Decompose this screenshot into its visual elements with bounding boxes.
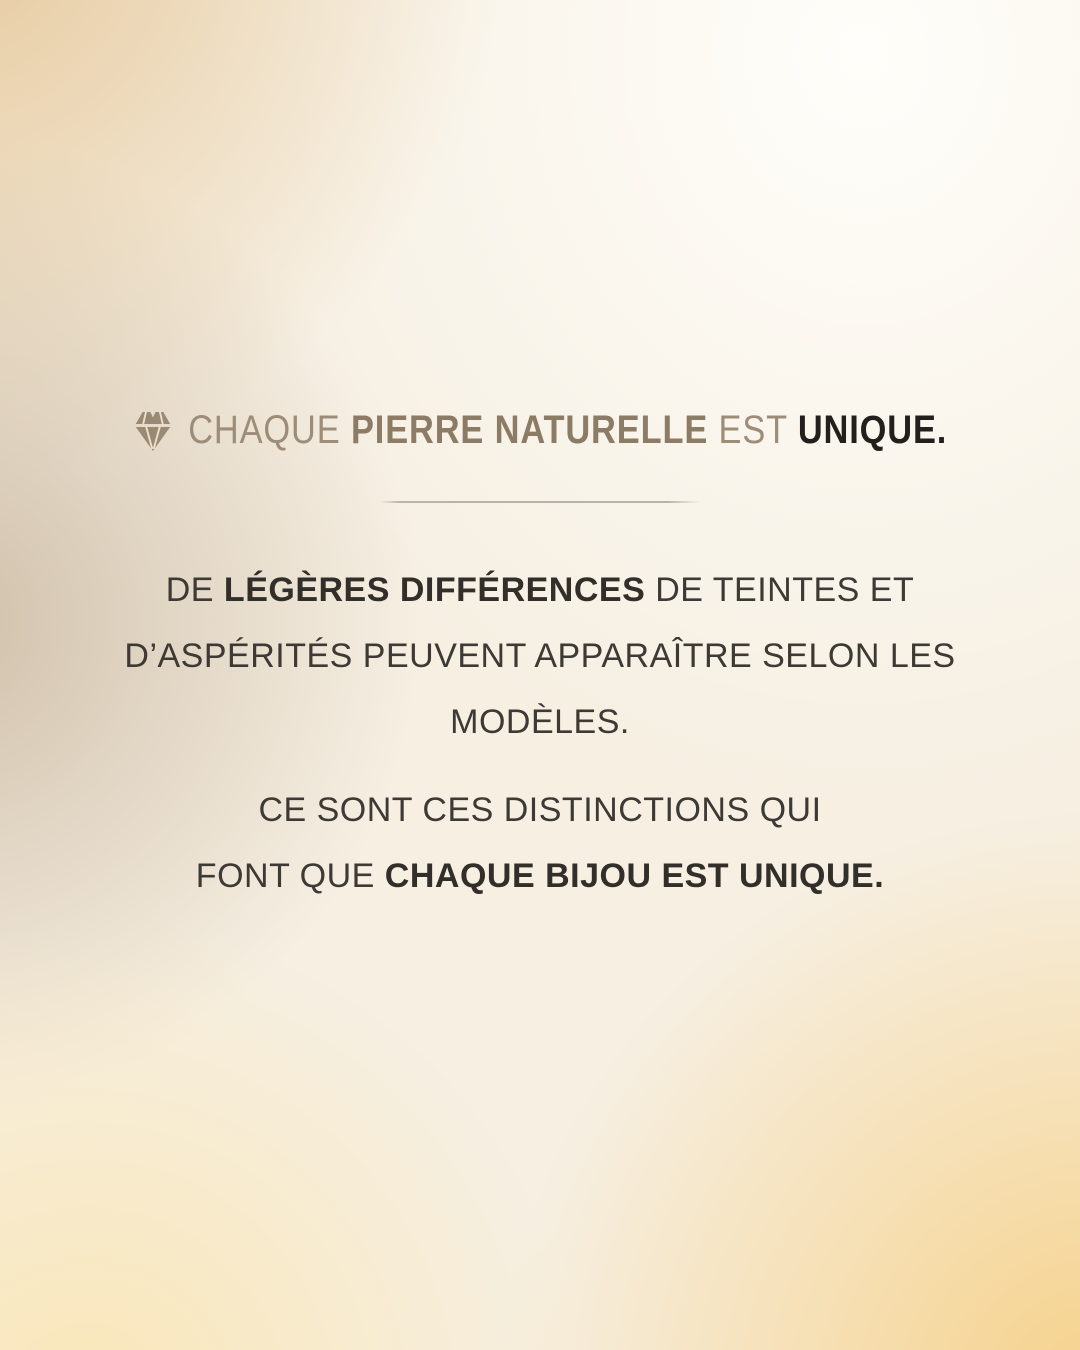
headline-segment-accent: UNIQUE.	[798, 408, 948, 452]
paragraph-distinctions	[0, 777, 1080, 909]
divider-line	[380, 501, 700, 503]
text-segment: FONT QUE	[195, 857, 385, 895]
paragraph-line	[0, 557, 1080, 623]
paragraph-line: MODÈLES.	[450, 703, 630, 741]
headline-segment-regular: EST	[708, 408, 799, 452]
paragraph-line: CE SONT CES DISTINCTIONS QUI	[258, 791, 822, 829]
text-segment-bold: LÉGÈRES DIFFÉRENCES	[223, 571, 646, 609]
headline-row	[133, 406, 948, 454]
headline	[0, 406, 1080, 454]
headline-segment-regular: CHAQUE	[188, 408, 352, 452]
diamond-icon	[133, 409, 174, 454]
paragraph-line	[0, 843, 1080, 909]
text-segment: DE TEINTES ET	[645, 571, 915, 609]
headline-segment-bold: PIERRE NATURELLE	[351, 408, 709, 452]
paragraph-differences	[0, 557, 1080, 755]
text-segment-bold: CHAQUE BIJOU EST UNIQUE.	[384, 857, 885, 895]
paragraph-line: D’ASPÉRITÉS PEUVENT APPARAÎTRE SELON LES	[124, 637, 956, 675]
text-segment: DE	[165, 571, 224, 609]
headline-text	[188, 406, 947, 454]
